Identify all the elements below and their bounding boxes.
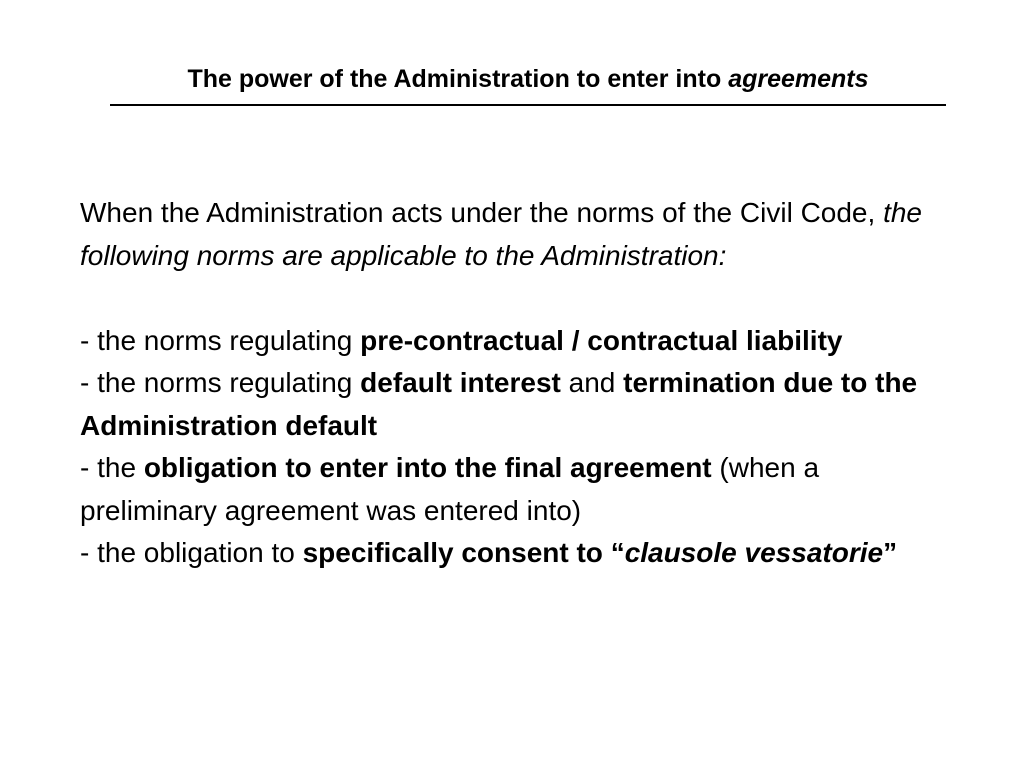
list-item-bold-italic	[625, 537, 883, 568]
slide-title	[108, 58, 948, 100]
list-item	[80, 532, 950, 575]
list-item-bold: obligation to enter into the final agreement	[143, 452, 712, 483]
list-item-bold: specifically consent to “	[302, 537, 625, 568]
paragraph-spacer	[80, 277, 950, 320]
intro-paragraph	[80, 192, 950, 277]
list-item-italic: clausole vessatorie	[624, 537, 884, 568]
intro-italic: the following norms are applicable to the Administration:	[80, 197, 922, 271]
title-underline	[110, 104, 946, 106]
list-item	[80, 447, 950, 532]
title-text: The power of the Administration to enter into	[187, 65, 729, 93]
list-item	[80, 362, 950, 447]
list-item-prefix: - the obligation to	[80, 537, 303, 568]
list-item-bold: ”	[883, 537, 898, 568]
intro-text: When the Administration acts under the norms of the Civil Code,	[80, 197, 884, 228]
list-item	[80, 320, 950, 363]
list-item-bold: pre-contractual / contractual liability	[360, 324, 843, 356]
title-italic: agreements	[728, 65, 869, 93]
list-item-prefix: - the norms regulating	[80, 367, 361, 398]
list-item-suffix: (when a preliminary agreement was entered into)	[80, 452, 820, 526]
title-block	[108, 58, 948, 106]
list-item-bold: termination due to the Administration default	[80, 367, 918, 441]
body-text	[80, 192, 950, 575]
list-item-prefix: - the norms regulating	[80, 324, 361, 356]
list-item-prefix: - the	[80, 452, 144, 483]
list-item-text: and	[560, 367, 624, 398]
list-item-bold: default interest	[360, 367, 561, 398]
